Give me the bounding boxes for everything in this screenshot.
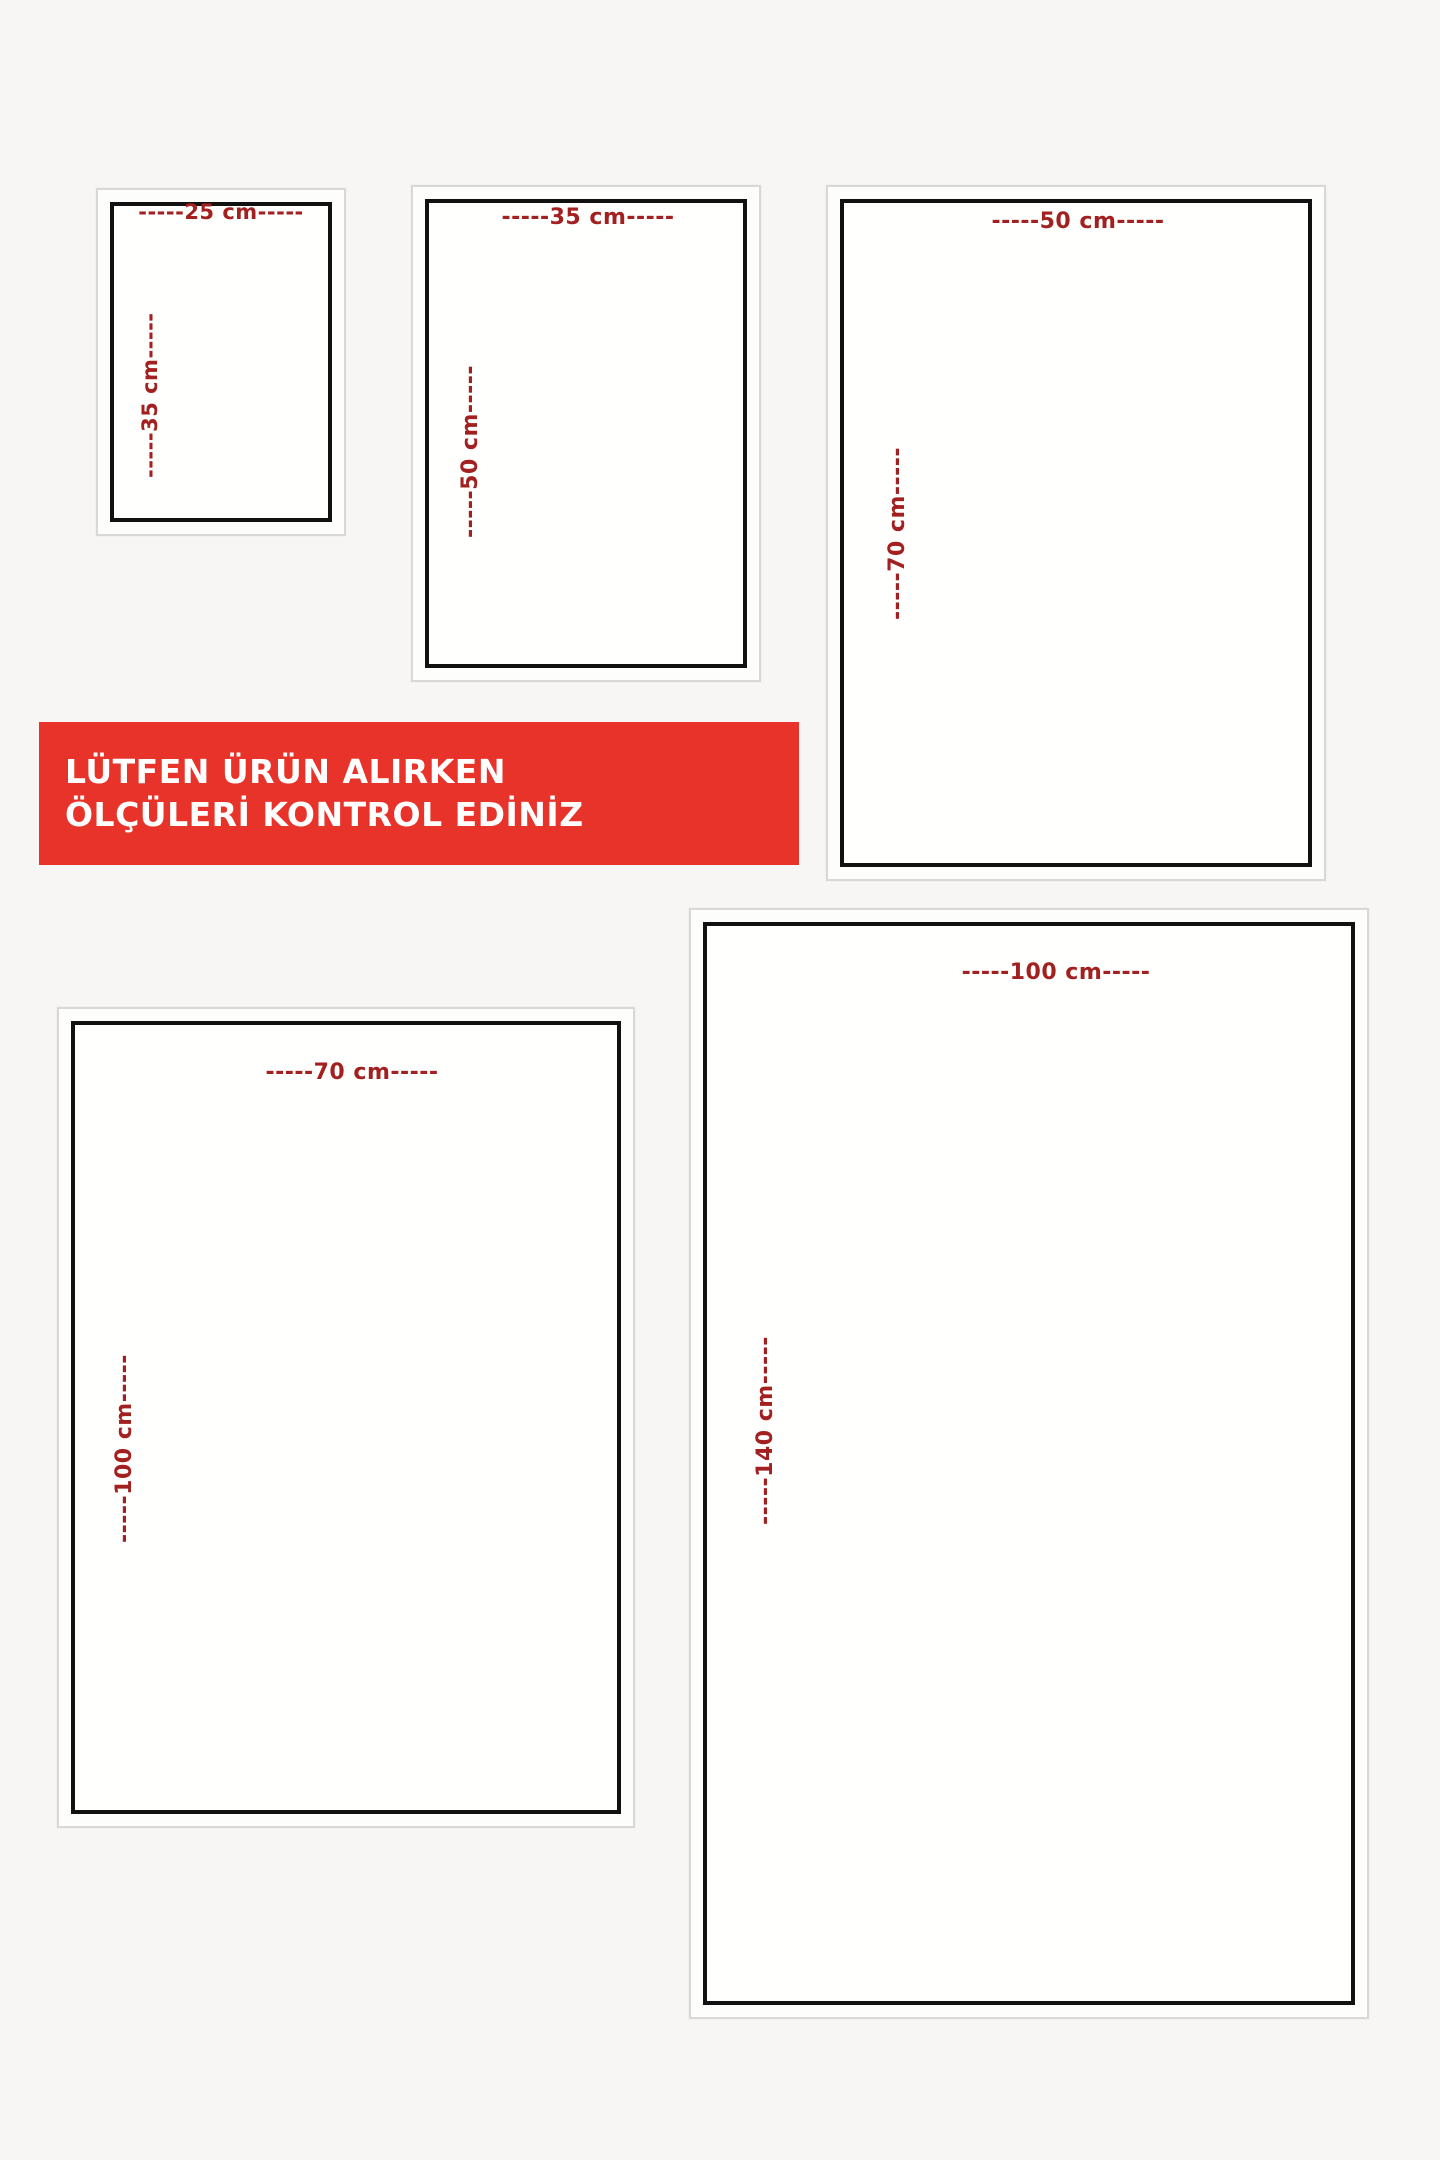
warning-banner <box>39 722 799 865</box>
frame-50x70-inner <box>840 199 1312 867</box>
frame-70x100-inner <box>71 1021 621 1814</box>
frame-25x35-width-label: -----25 cm----- <box>138 200 304 224</box>
frame-70x100 <box>57 1007 635 1828</box>
frame-100x140-inner <box>703 922 1355 2005</box>
warning-line-2: ÖLÇÜLERİ KONTROL EDİNİZ <box>65 794 584 834</box>
frame-70x100-height-label: -----100 cm----- <box>112 1354 137 1543</box>
frame-100x140 <box>689 908 1369 2019</box>
frame-35x50-width-label: -----35 cm----- <box>501 205 675 230</box>
frame-50x70-width-label: -----50 cm----- <box>991 209 1165 234</box>
frame-25x35 <box>96 188 346 536</box>
frame-25x35-height-label: -----35 cm----- <box>138 312 162 478</box>
warning-line-1: LÜTFEN ÜRÜN ALIRKEN <box>65 752 506 792</box>
frame-100x140-width-label: -----100 cm----- <box>961 960 1151 985</box>
frame-35x50-height-label: -----50 cm----- <box>458 364 483 538</box>
frame-70x100-width-label: -----70 cm----- <box>265 1060 439 1085</box>
frame-100x140-height-label: -----140 cm----- <box>753 1336 778 1525</box>
frame-50x70-height-label: -----70 cm----- <box>885 446 910 620</box>
